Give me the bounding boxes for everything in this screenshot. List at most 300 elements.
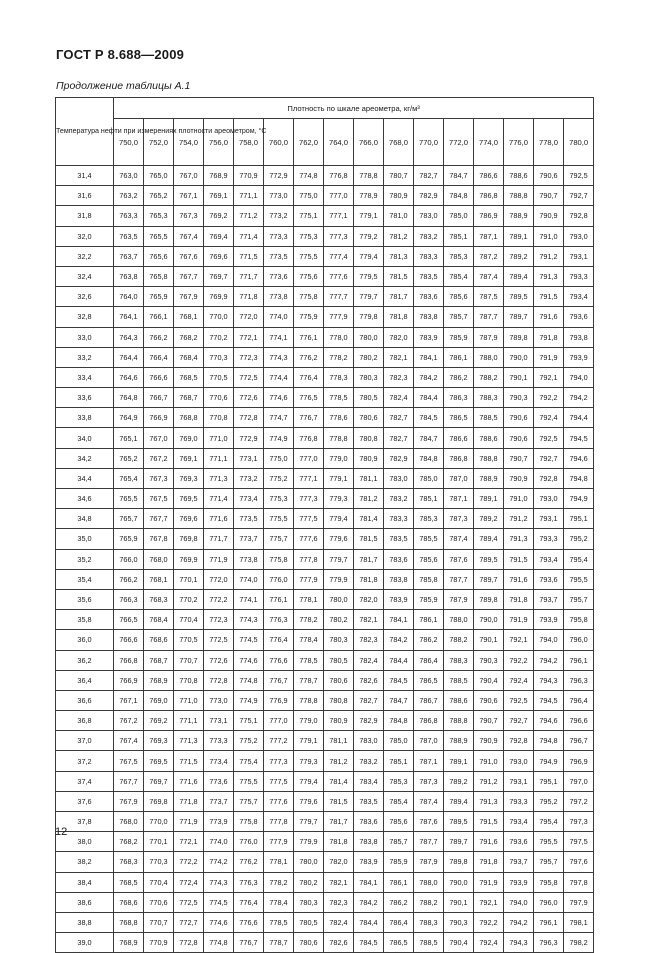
density-cell: 773,7	[204, 791, 234, 811]
density-cell: 781,2	[384, 226, 414, 246]
density-cell: 767,1	[114, 690, 144, 710]
density-cell: 770,2	[174, 589, 204, 609]
density-cell: 772,3	[204, 610, 234, 630]
density-cell: 797,5	[564, 832, 594, 852]
density-cell: 794,9	[534, 751, 564, 771]
density-cell: 771,4	[204, 489, 234, 509]
density-cell: 768,3	[144, 589, 174, 609]
density-cell: 772,9	[234, 428, 264, 448]
table-row	[56, 670, 594, 690]
table-row	[56, 791, 594, 811]
density-cell: 778,9	[354, 186, 384, 206]
density-column-header: 776,0	[504, 119, 534, 166]
density-cell: 792,8	[534, 468, 564, 488]
density-cell: 768,7	[174, 388, 204, 408]
table-row	[56, 812, 594, 832]
temperature-cell: 31,6	[56, 186, 114, 206]
density-cell: 780,2	[294, 872, 324, 892]
density-cell: 791,8	[534, 327, 564, 347]
density-cell: 776,0	[264, 569, 294, 589]
density-cell: 793,3	[534, 529, 564, 549]
density-cell: 769,3	[144, 731, 174, 751]
density-cell: 777,1	[324, 206, 354, 226]
temperature-cell: 31,4	[56, 166, 114, 186]
table-row	[56, 206, 594, 226]
temperature-cell: 35,0	[56, 529, 114, 549]
density-cell: 785,4	[384, 791, 414, 811]
density-cell: 791,8	[504, 589, 534, 609]
density-cell: 784,7	[444, 166, 474, 186]
header-row-columns	[56, 119, 594, 166]
density-cell: 777,8	[294, 549, 324, 569]
density-cell: 777,0	[294, 448, 324, 468]
density-cell: 786,6	[474, 166, 504, 186]
density-cell: 776,3	[264, 610, 294, 630]
density-cell: 794,3	[534, 670, 564, 690]
density-cell: 772,4	[174, 872, 204, 892]
density-cell: 797,3	[564, 812, 594, 832]
density-cell: 785,8	[414, 569, 444, 589]
density-cell: 766,9	[114, 670, 144, 690]
density-cell: 787,7	[414, 832, 444, 852]
density-cell: 768,8	[114, 912, 144, 932]
density-cell: 790,9	[534, 206, 564, 226]
temperature-cell: 33,4	[56, 367, 114, 387]
density-cell: 779,9	[324, 569, 354, 589]
density-cell: 777,9	[324, 307, 354, 327]
density-cell: 776,6	[264, 650, 294, 670]
density-cell: 765,6	[144, 246, 174, 266]
density-cell: 771,5	[234, 246, 264, 266]
density-cell: 788,5	[444, 670, 474, 690]
density-cell: 786,9	[474, 206, 504, 226]
density-cell: 768,1	[174, 307, 204, 327]
density-cell: 775,3	[294, 226, 324, 246]
density-cell: 767,2	[144, 448, 174, 468]
temperature-cell: 34,4	[56, 468, 114, 488]
density-cell: 766,2	[144, 327, 174, 347]
document-header: ГОСТ Р 8.688—2009	[56, 47, 185, 62]
density-cell: 769,7	[144, 771, 174, 791]
density-cell: 777,9	[264, 832, 294, 852]
density-cell: 772,5	[174, 892, 204, 912]
density-cell: 775,0	[294, 186, 324, 206]
density-cell: 769,8	[174, 529, 204, 549]
density-cell: 774,5	[204, 892, 234, 912]
density-cell: 787,3	[444, 509, 474, 529]
density-cell: 780,5	[324, 650, 354, 670]
density-cell: 765,5	[144, 226, 174, 246]
density-cell: 782,6	[354, 670, 384, 690]
density-cell: 792,1	[534, 367, 564, 387]
density-cell: 772,8	[174, 933, 204, 953]
density-cell: 765,9	[114, 529, 144, 549]
density-cell: 765,8	[144, 266, 174, 286]
density-cell: 791,2	[504, 509, 534, 529]
density-cell: 790,3	[474, 650, 504, 670]
table-row	[56, 448, 594, 468]
density-cell: 774,6	[234, 650, 264, 670]
density-cell: 789,5	[474, 549, 504, 569]
density-cell: 786,1	[414, 610, 444, 630]
density-cell: 786,8	[474, 186, 504, 206]
density-cell: 772,1	[174, 832, 204, 852]
density-cell: 779,0	[294, 711, 324, 731]
table-row	[56, 287, 594, 307]
density-cell: 779,6	[324, 529, 354, 549]
density-cell: 770,6	[144, 892, 174, 912]
density-cell: 784,7	[414, 428, 444, 448]
density-cell: 768,4	[144, 610, 174, 630]
density-cell: 777,6	[264, 791, 294, 811]
temperature-cell: 37,4	[56, 771, 114, 791]
density-cell: 782,3	[384, 367, 414, 387]
density-cell: 768,5	[114, 872, 144, 892]
density-cell: 783,5	[354, 791, 384, 811]
density-cell: 783,0	[414, 206, 444, 226]
density-cell: 791,3	[474, 791, 504, 811]
density-cell: 791,9	[504, 610, 534, 630]
density-cell: 785,0	[444, 206, 474, 226]
density-cell: 786,5	[444, 408, 474, 428]
density-cell: 782,4	[324, 912, 354, 932]
density-cell: 787,4	[474, 266, 504, 286]
density-cell: 789,2	[504, 246, 534, 266]
density-cell: 793,6	[564, 307, 594, 327]
density-cell: 787,7	[474, 307, 504, 327]
density-cell: 788,9	[504, 206, 534, 226]
density-cell: 773,1	[204, 711, 234, 731]
density-cell: 779,1	[324, 468, 354, 488]
density-cell: 783,0	[354, 731, 384, 751]
density-cell: 776,9	[264, 690, 294, 710]
density-cell: 766,2	[114, 569, 144, 589]
density-cell: 793,1	[534, 509, 564, 529]
density-cell: 774,0	[204, 832, 234, 852]
density-column-header: 752,0	[144, 119, 174, 166]
density-cell: 785,7	[444, 307, 474, 327]
density-cell: 783,2	[354, 751, 384, 771]
density-cell: 790,0	[504, 347, 534, 367]
density-cell: 786,5	[384, 933, 414, 953]
density-cell: 786,4	[384, 912, 414, 932]
density-cell: 790,6	[504, 428, 534, 448]
density-cell: 776,1	[294, 327, 324, 347]
density-cell: 785,1	[444, 226, 474, 246]
density-cell: 793,0	[564, 226, 594, 246]
density-cell: 782,9	[414, 186, 444, 206]
density-cell: 783,4	[354, 771, 384, 791]
density-cell: 772,3	[234, 347, 264, 367]
table-row	[56, 226, 594, 246]
table-row	[56, 892, 594, 912]
density-cell: 792,7	[504, 711, 534, 731]
density-cell: 788,5	[474, 408, 504, 428]
density-cell: 765,7	[114, 509, 144, 529]
density-cell: 769,8	[144, 791, 174, 811]
density-cell: 767,1	[174, 186, 204, 206]
density-cell: 788,3	[444, 650, 474, 670]
density-cell: 793,7	[504, 852, 534, 872]
density-cell: 782,6	[324, 933, 354, 953]
density-cell: 789,1	[444, 751, 474, 771]
density-cell: 798,1	[564, 912, 594, 932]
density-cell: 781,8	[354, 569, 384, 589]
density-cell: 796,7	[564, 731, 594, 751]
density-cell: 797,0	[564, 771, 594, 791]
density-cell: 779,0	[324, 448, 354, 468]
table-row	[56, 347, 594, 367]
density-cell: 791,9	[534, 347, 564, 367]
density-cell: 766,8	[114, 650, 144, 670]
temperature-cell: 38,4	[56, 872, 114, 892]
density-cell: 769,2	[204, 206, 234, 226]
density-cell: 771,7	[234, 266, 264, 286]
temperature-cell: 39,0	[56, 933, 114, 953]
density-cell: 793,3	[564, 266, 594, 286]
density-cell: 773,6	[264, 266, 294, 286]
density-cell: 784,2	[354, 892, 384, 912]
density-cell: 774,8	[294, 166, 324, 186]
density-cell: 792,4	[504, 670, 534, 690]
density-cell: 768,9	[144, 670, 174, 690]
density-cell: 784,5	[354, 933, 384, 953]
density-cell: 784,2	[384, 630, 414, 650]
table-row	[56, 610, 594, 630]
density-cell: 773,5	[234, 509, 264, 529]
density-cell: 776,3	[234, 872, 264, 892]
density-cell: 774,3	[204, 872, 234, 892]
density-cell: 783,9	[384, 589, 414, 609]
density-cell: 787,6	[414, 812, 444, 832]
density-cell: 770,8	[174, 670, 204, 690]
density-cell: 780,6	[354, 408, 384, 428]
density-cell: 775,5	[294, 246, 324, 266]
density-cell: 775,7	[234, 791, 264, 811]
density-cell: 774,9	[264, 428, 294, 448]
density-cell: 776,4	[234, 892, 264, 912]
density-cell: 793,1	[504, 771, 534, 791]
density-cell: 794,8	[534, 731, 564, 751]
density-cell: 780,0	[354, 327, 384, 347]
temperature-cell: 32,0	[56, 226, 114, 246]
density-cell: 765,1	[114, 428, 144, 448]
density-cell: 785,5	[414, 529, 444, 549]
temperature-cell: 34,2	[56, 448, 114, 468]
density-cell: 785,3	[414, 509, 444, 529]
density-cell: 780,5	[354, 388, 384, 408]
temperature-cell: 38,6	[56, 892, 114, 912]
density-cell: 794,3	[504, 933, 534, 953]
density-cell: 793,4	[504, 812, 534, 832]
density-cell: 792,1	[474, 892, 504, 912]
density-cell: 789,4	[474, 529, 504, 549]
density-cell: 789,8	[474, 589, 504, 609]
density-cell: 763,2	[114, 186, 144, 206]
density-cell: 791,3	[534, 266, 564, 286]
density-cell: 766,9	[144, 408, 174, 428]
density-cell: 769,5	[144, 751, 174, 771]
density-cell: 794,0	[534, 630, 564, 650]
density-cell: 767,4	[174, 226, 204, 246]
density-cell: 795,8	[564, 610, 594, 630]
density-cell: 788,8	[474, 448, 504, 468]
density-cell: 783,6	[414, 287, 444, 307]
density-cell: 784,1	[354, 872, 384, 892]
density-column-header: 778,0	[534, 119, 564, 166]
density-cell: 779,7	[294, 812, 324, 832]
density-cell: 788,3	[414, 912, 444, 932]
table-row	[56, 690, 594, 710]
density-cell: 786,3	[444, 388, 474, 408]
density-cell: 793,7	[534, 589, 564, 609]
density-cell: 796,1	[534, 912, 564, 932]
table-row	[56, 388, 594, 408]
density-cell: 765,4	[114, 468, 144, 488]
temperature-column-header: Температура нефти при измерениях плотности ареометром, °С	[56, 98, 114, 166]
density-cell: 783,8	[354, 832, 384, 852]
density-cell: 771,9	[204, 549, 234, 569]
density-cell: 780,3	[354, 367, 384, 387]
density-cell: 788,3	[474, 388, 504, 408]
density-cell: 780,8	[324, 690, 354, 710]
density-cell: 776,8	[294, 428, 324, 448]
density-cell: 792,2	[504, 650, 534, 670]
density-cell: 788,0	[444, 610, 474, 630]
density-cell: 792,2	[534, 388, 564, 408]
density-cell: 774,1	[234, 589, 264, 609]
table-row	[56, 367, 594, 387]
temperature-cell: 35,4	[56, 569, 114, 589]
density-cell: 794,8	[564, 468, 594, 488]
temperature-cell: 33,8	[56, 408, 114, 428]
density-cell: 767,3	[174, 206, 204, 226]
density-cell: 770,3	[144, 852, 174, 872]
density-cell: 773,7	[234, 529, 264, 549]
density-cell: 789,7	[504, 307, 534, 327]
density-cell: 783,3	[414, 246, 444, 266]
density-cell: 780,3	[294, 892, 324, 912]
density-column-header: 762,0	[294, 119, 324, 166]
density-cell: 771,8	[234, 287, 264, 307]
density-cell: 768,9	[204, 166, 234, 186]
table-row	[56, 852, 594, 872]
density-cell: 764,3	[114, 327, 144, 347]
density-cell: 795,2	[564, 529, 594, 549]
density-cell: 782,4	[354, 650, 384, 670]
density-cell: 784,7	[384, 690, 414, 710]
density-cell: 789,8	[504, 327, 534, 347]
density-cell: 775,1	[234, 711, 264, 731]
density-cell: 781,4	[324, 771, 354, 791]
density-cell: 784,5	[414, 408, 444, 428]
table-row	[56, 933, 594, 953]
density-cell: 778,1	[264, 852, 294, 872]
density-cell: 782,3	[354, 630, 384, 650]
density-cell: 765,5	[114, 489, 144, 509]
density-cell: 792,4	[534, 408, 564, 428]
density-cell: 779,1	[354, 206, 384, 226]
density-cell: 786,1	[444, 347, 474, 367]
density-column-header: 770,0	[414, 119, 444, 166]
density-cell: 789,5	[444, 812, 474, 832]
density-cell: 768,8	[174, 408, 204, 428]
density-cell: 796,9	[564, 751, 594, 771]
density-cell: 776,0	[234, 832, 264, 852]
density-cell: 792,2	[474, 912, 504, 932]
density-cell: 766,3	[114, 589, 144, 609]
density-cell: 789,1	[504, 226, 534, 246]
table-row	[56, 509, 594, 529]
temperature-cell: 33,0	[56, 327, 114, 347]
density-cell: 786,7	[414, 690, 444, 710]
density-cell: 778,2	[264, 872, 294, 892]
density-cell: 778,3	[324, 367, 354, 387]
density-cell: 763,8	[114, 266, 144, 286]
density-cell: 788,6	[504, 166, 534, 186]
density-cell: 782,1	[384, 347, 414, 367]
density-cell: 791,0	[474, 751, 504, 771]
density-cell: 776,7	[264, 670, 294, 690]
density-cell: 770,7	[144, 912, 174, 932]
table-row	[56, 489, 594, 509]
density-cell: 796,0	[564, 630, 594, 650]
density-cell: 791,6	[474, 832, 504, 852]
density-cell: 795,5	[564, 569, 594, 589]
density-cell: 777,6	[294, 529, 324, 549]
density-cell: 787,9	[414, 852, 444, 872]
density-cell: 790,1	[504, 367, 534, 387]
density-column-header: 768,0	[384, 119, 414, 166]
density-cell: 785,6	[384, 812, 414, 832]
density-cell: 764,4	[114, 347, 144, 367]
density-cell: 784,8	[384, 711, 414, 731]
density-cell: 775,2	[234, 731, 264, 751]
density-cell: 795,5	[534, 832, 564, 852]
density-cell: 776,6	[234, 912, 264, 932]
density-cell: 784,5	[384, 670, 414, 690]
density-cell: 790,7	[474, 711, 504, 731]
page-number: 12	[55, 826, 68, 838]
density-cell: 786,2	[414, 630, 444, 650]
density-cell: 793,8	[564, 327, 594, 347]
density-cell: 767,7	[174, 266, 204, 286]
density-cell: 766,5	[114, 610, 144, 630]
density-cell: 792,8	[564, 206, 594, 226]
density-cell: 780,6	[324, 670, 354, 690]
density-table	[55, 97, 594, 953]
density-cell: 794,2	[564, 388, 594, 408]
density-cell: 794,5	[534, 690, 564, 710]
table-row	[56, 771, 594, 791]
table-row	[56, 872, 594, 892]
density-cell: 768,3	[114, 852, 144, 872]
density-cell: 775,5	[234, 771, 264, 791]
density-cell: 774,8	[204, 933, 234, 953]
density-cell: 794,0	[504, 892, 534, 912]
density-cell: 782,7	[384, 408, 414, 428]
density-cell: 789,8	[444, 852, 474, 872]
density-cell: 767,0	[174, 166, 204, 186]
density-cell: 783,3	[384, 509, 414, 529]
density-cell: 766,0	[114, 549, 144, 569]
density-cell: 766,6	[114, 630, 144, 650]
density-column-header: 764,0	[324, 119, 354, 166]
temperature-cell: 32,2	[56, 246, 114, 266]
density-cell: 778,6	[324, 408, 354, 428]
density-cell: 779,2	[354, 226, 384, 246]
density-cell: 781,8	[324, 832, 354, 852]
